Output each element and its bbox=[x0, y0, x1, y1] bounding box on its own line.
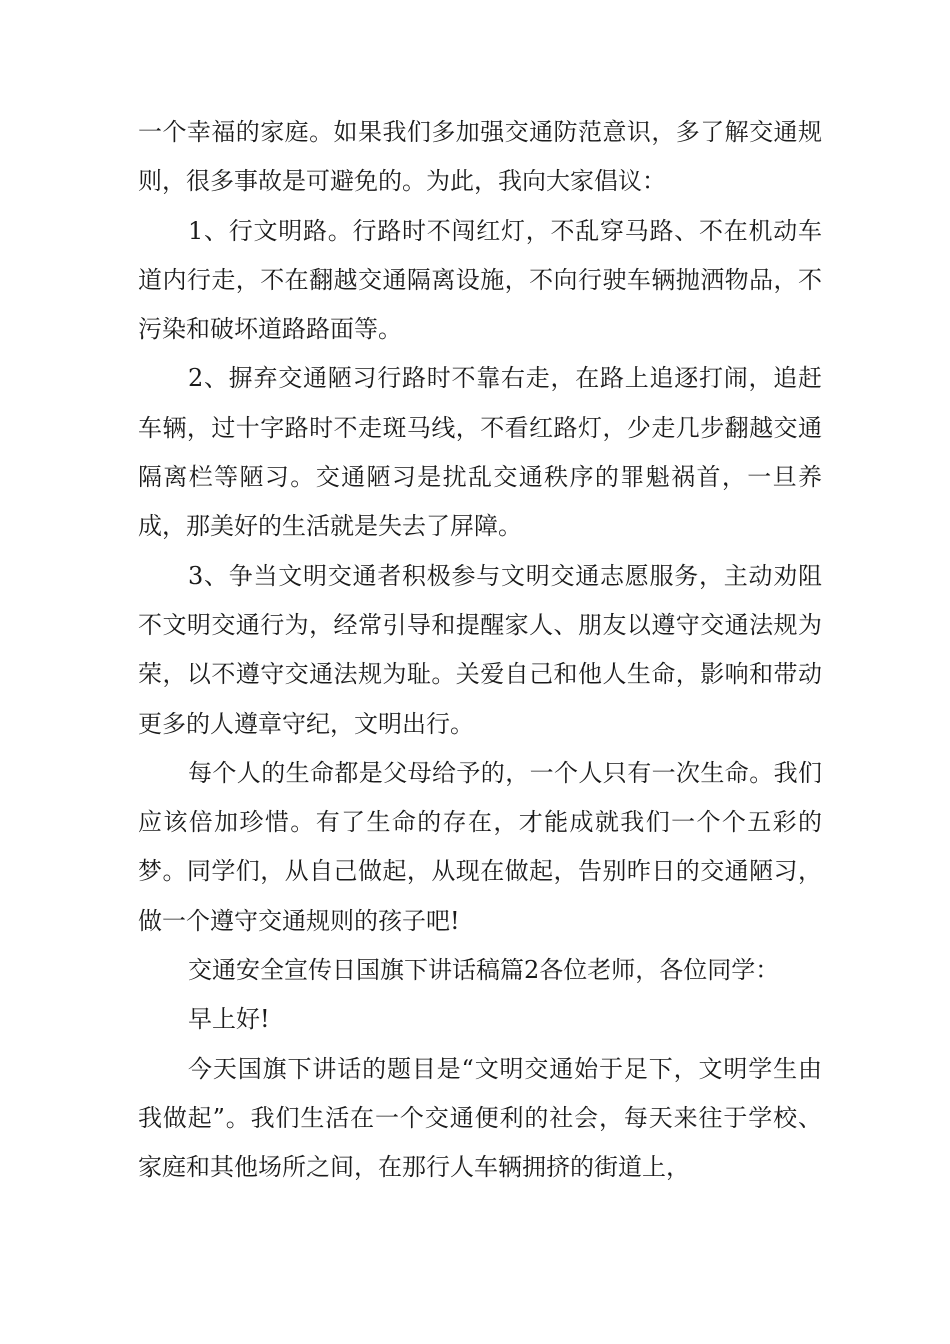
paragraph-proposal-2: 2、摒弃交通陋习行路时不靠右走，在路上追逐打闹，追赶车辆，过十字路时不走斑马线，不看红路灯，少走几步翻越交通隔离栏等陋习。交通陋习是扰乱交通秩序的罪魁祸首，一旦养成，那美好的生活就是失去了屏障。 bbox=[138, 364, 822, 541]
paragraph-greeting: 早上好! bbox=[188, 1005, 270, 1034]
paragraph-proposal-3: 3、争当文明交通者积极参与文明交通志愿服务，主动劝阻不文明交通行为，经常引导和提醒家人、朋友以遵守交通法规为荣，以不遵守交通法规为耻。关爱自己和他人生命，影响和带动更多的人遵章守纪，文明出行。 bbox=[138, 561, 822, 738]
document-body bbox=[138, 108, 822, 1193]
paragraph-speech-2-intro: 今天国旗下讲话的题目是“文明交通始于足下，文明学生由我做起”。我们生活在一个交通便利的社会，每天来往于学校、家庭和其他场所之间，在那行人车辆拥挤的街道上， bbox=[138, 1054, 822, 1182]
paragraph-speech-2-heading: 交通安全宣传日国旗下讲话稿篇2各位老师，各位同学： bbox=[188, 956, 780, 985]
paragraph-closing: 每个人的生命都是父母给予的，一个人只有一次生命。我们应该倍加珍惜。有了生命的存在，才能成就我们一个个五彩的梦。同学们，从自己做起，从现在做起，告别昨日的交通陋习，做一个遵守交通规则的孩子吧! bbox=[138, 758, 822, 935]
paragraph-continuation: 一个幸福的家庭。如果我们多加强交通防范意识，多了解交通规则，很多事故是可避免的。为此，我向大家倡议： bbox=[138, 118, 822, 196]
paragraph-proposal-1: 1、行文明路。行路时不闯红灯，不乱穿马路、不在机动车道内行走，不在翻越交通隔离设施，不向行驶车辆抛洒物品，不污染和破坏道路路面等。 bbox=[138, 216, 822, 344]
